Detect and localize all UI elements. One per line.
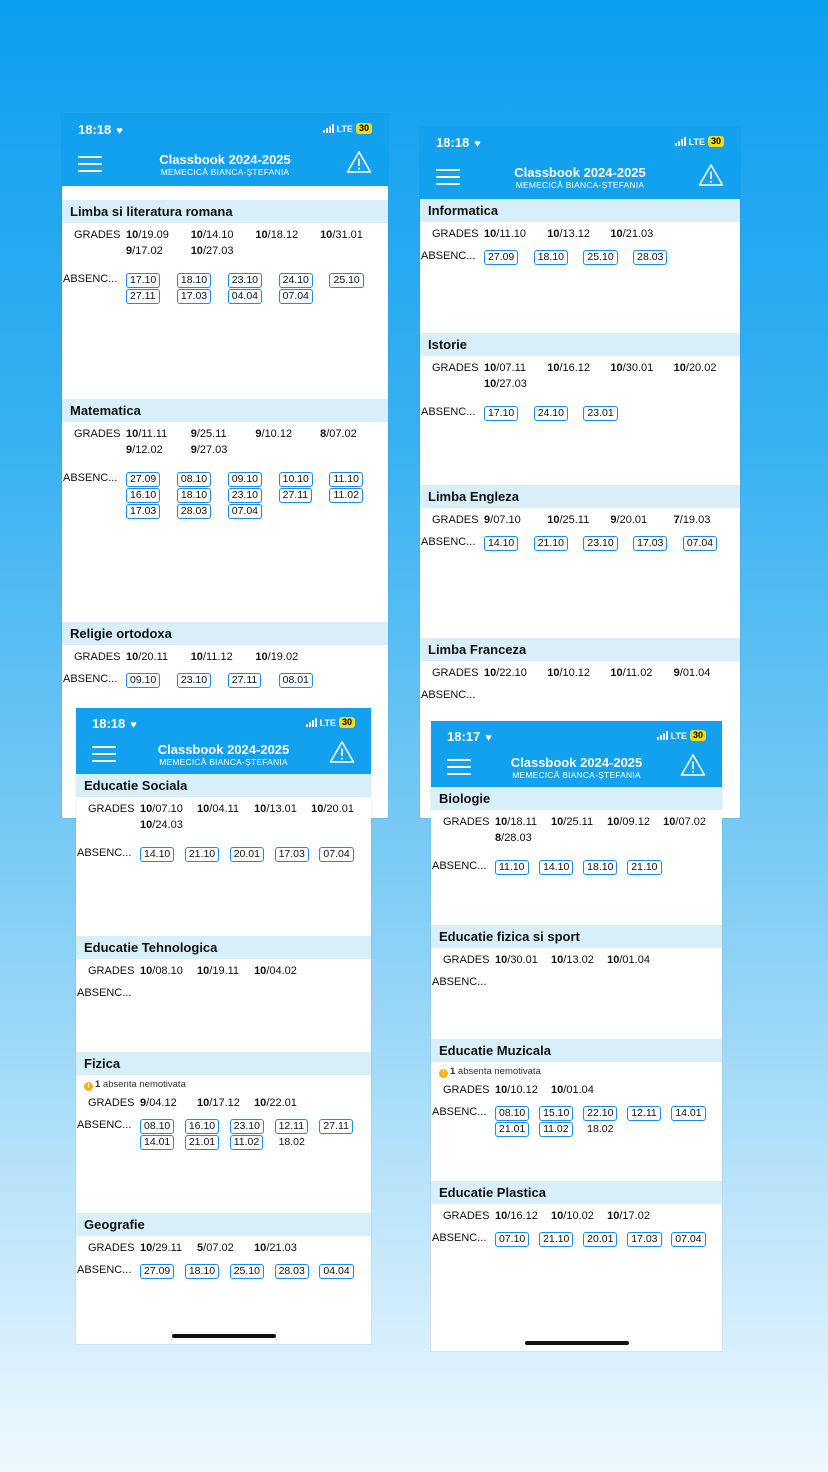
absence-chip[interactable]: 12.11 [627,1106,661,1121]
app-header [431,721,722,787]
absence-chip[interactable]: 10.10 [279,472,313,487]
subject-name: Educatie Tehnologica [76,936,371,959]
grades-label: GRADES [443,1084,490,1096]
grade-entry[interactable]: 10/16.12 [495,1210,538,1222]
app-screenshot [420,127,740,818]
absence-chip[interactable]: 23.10 [583,536,617,551]
subject-name: Religie ortodoxa [62,622,388,645]
grade-entry[interactable]: 10/25.11 [547,514,590,526]
subject-name: Biologie [431,787,722,810]
student-name: MEMECICĂ BIANCA-ȘTEFANIA [159,757,288,767]
grades-label: GRADES [443,954,490,966]
absence-chip[interactable]: 18.10 [177,488,211,503]
absence-chip[interactable]: 09.10 [126,673,160,688]
heart-icon: ♥ [113,125,123,137]
grade-entry[interactable]: 10/30.01 [495,954,538,966]
absence-chip[interactable]: 15.10 [539,1106,573,1121]
absences-label: ABSENC... [63,673,118,685]
grade-entry[interactable]: 10/17.02 [607,1210,650,1222]
status-time: 18:18 ♥ [92,716,137,731]
grade-entry[interactable]: 10/19.11 [197,965,240,977]
absence-chip[interactable]: 27.11 [279,488,313,503]
battery-icon: 30 [339,717,355,728]
subject-card[interactable] [76,936,371,999]
absence-chip[interactable]: 14.01 [140,1135,174,1150]
absence-chip[interactable]: 25.10 [329,273,363,288]
status-indicators [657,730,706,741]
absence-chip[interactable]: 23.10 [228,488,262,503]
absence-chip[interactable]: 17.03 [627,1232,661,1247]
grade-entry[interactable]: 10/20.01 [311,803,354,815]
grades-label: GRADES [432,667,479,679]
grade-entry[interactable]: 10/18.12 [255,229,299,241]
absence-chip[interactable]: 28.03 [633,250,667,265]
grade-entry[interactable]: 10/17.12 [197,1097,240,1109]
app-header [420,127,740,199]
subject-name: Educatie fizica si sport [431,925,722,948]
subject-card[interactable] [62,399,388,517]
subject-name: Educatie Sociala [76,774,371,797]
unexcused-note: ! 1 absenta nemotivata [84,1079,186,1091]
warning-icon[interactable] [698,163,724,192]
absence-chip[interactable]: 24.10 [279,273,313,288]
grade-entry[interactable]: 9/25.11 [190,428,227,440]
subject-card[interactable] [431,1039,722,1135]
absence-chip[interactable]: 27.09 [484,250,518,265]
absence-chip[interactable]: 07.04 [228,504,262,519]
grades-label: GRADES [432,514,479,526]
grades-label: GRADES [88,803,135,815]
grade-entry[interactable]: 10/10.02 [551,1210,594,1222]
battery-icon: 30 [356,123,372,134]
status-indicators [675,136,724,147]
unexcused-note: ! 1 absenta nemotivata [439,1066,541,1078]
grade-entry[interactable]: 10/25.11 [551,816,594,828]
grade-entry[interactable]: 10/09.12 [607,816,650,828]
grade-entry[interactable]: 10/11.02 [610,667,653,679]
header-title-block [62,152,388,177]
heart-icon: ♥ [127,719,137,731]
header-title-block [76,742,371,767]
absence-chip[interactable]: 04.04 [319,1264,353,1279]
absences-label: ABSENC... [63,472,118,484]
status-time: 18:17 ♥ [447,729,492,744]
status-indicators [323,123,372,134]
grade-entry[interactable]: 10/22.01 [254,1097,297,1109]
absence-chip[interactable]: 14.10 [140,847,174,862]
grade-entry[interactable]: 10/10.12 [495,1084,538,1096]
grade-entry[interactable]: 7/19.03 [673,514,711,526]
subject-card[interactable] [76,1052,371,1148]
absence-chip[interactable]: 07.04 [319,847,353,862]
grade-entry[interactable]: 10/01.04 [551,1084,594,1096]
app-screenshot [76,708,371,1344]
student-name: MEMECICĂ BIANCA-ȘTEFANIA [512,770,641,780]
absence-chip[interactable]: 07.10 [495,1232,529,1247]
signal-icon [675,137,686,146]
grade-entry[interactable]: 10/07.10 [140,803,183,815]
student-name: MEMECICĂ BIANCA-ȘTEFANIA [515,180,645,190]
grade-entry[interactable]: 10/14.10 [190,229,234,241]
absences-label: ABSENC... [77,1264,132,1276]
subject-card[interactable] [420,333,740,419]
absence-chip[interactable]: 11.02 [539,1122,573,1137]
absence-chip[interactable]: 09.10 [228,472,262,487]
grades-label: GRADES [74,229,121,241]
grade-entry[interactable]: 10/29.11 [140,1242,183,1254]
grades-label: GRADES [443,816,490,828]
absence-chip[interactable]: 28.03 [177,504,211,519]
absence-chip[interactable]: 23.01 [583,406,617,421]
absence-chip[interactable]: 07.04 [279,289,313,304]
absences-label: ABSENC... [421,406,476,418]
absence-chip[interactable]: 18.10 [177,273,211,288]
absences-label: ABSENC... [432,1106,487,1118]
absence-chip[interactable]: 27.11 [126,289,160,304]
absences-label: ABSENC... [77,847,132,859]
absence-chip[interactable]: 21.01 [495,1122,529,1137]
warning-icon[interactable] [329,740,355,769]
absences-label: ABSENC... [421,536,476,548]
grades-label: GRADES [88,1242,135,1254]
absence-chip[interactable]: 11.02 [230,1135,264,1150]
absence-chip[interactable]: 22.10 [583,1106,617,1121]
app-title: Classbook 2024-2025 [510,755,643,770]
subject-card[interactable] [431,1181,722,1245]
app-title: Classbook 2024-2025 [514,165,646,180]
grade-entry[interactable]: 10/13.01 [254,803,297,815]
subject-card[interactable] [420,199,740,263]
grade-entry[interactable]: 8/07.02 [320,428,357,440]
absence-chip[interactable]: 17.03 [126,504,160,519]
subject-card[interactable] [62,200,388,302]
grade-entry[interactable]: 10/10.12 [547,667,591,679]
grade-entry[interactable]: 9/20.01 [610,514,648,526]
network-type: LTE [670,730,687,741]
grade-entry[interactable]: 10/11.12 [190,651,233,663]
grade-entry[interactable]: 10/16.12 [547,362,591,374]
unexcused-absence[interactable]: 18.02 [278,1136,305,1148]
absence-chip[interactable]: 21.10 [185,847,219,862]
app-header [62,114,388,186]
absence-chip[interactable]: 12.11 [275,1119,309,1134]
signal-icon [657,731,668,740]
absences-label: ABSENC... [77,987,132,999]
network-type: LTE [319,717,336,728]
status-time: 18:18 ♥ [436,135,481,150]
absence-chip[interactable]: 27.09 [140,1264,174,1279]
grade-entry[interactable]: 9/12.02 [126,444,163,456]
absence-chip[interactable]: 27.09 [126,472,160,487]
absence-chip[interactable]: 18.10 [185,1264,219,1279]
subject-card[interactable] [431,925,722,988]
grade-entry[interactable]: 10/13.12 [547,228,591,240]
grade-entry[interactable]: 10/20.11 [126,651,169,663]
grade-entry[interactable]: 10/31.01 [320,229,363,241]
absence-chip[interactable]: 11.10 [495,860,529,875]
grade-entry[interactable]: 9/10.12 [255,428,293,440]
grades-label: GRADES [74,428,121,440]
subject-name: Fizica [76,1052,371,1075]
subject-name: Limba Engleza [420,485,740,508]
absence-chip[interactable]: 17.10 [126,273,160,288]
signal-icon [323,124,334,133]
header-title-block [420,165,740,190]
app-screenshot [431,721,722,1351]
subject-name: Informatica [420,199,740,222]
grade-entry[interactable]: 10/04.02 [254,965,297,977]
absences-label: ABSENC... [63,273,118,285]
absence-chip[interactable]: 20.01 [230,847,264,862]
grade-entry[interactable]: 10/13.02 [551,954,594,966]
grade-entry[interactable]: 10/07.11 [484,362,527,374]
grade-entry[interactable]: 10/18.11 [495,816,538,828]
absence-chip[interactable]: 14.01 [671,1106,705,1121]
absence-chip[interactable]: 21.10 [539,1232,573,1247]
info-icon: ! [84,1082,93,1091]
grades-label: GRADES [88,1097,135,1109]
absence-chip[interactable]: 17.10 [484,406,518,421]
grade-entry[interactable]: 10/07.02 [663,816,706,828]
absences-label: ABSENC... [421,250,476,262]
absence-chip[interactable]: 17.03 [177,289,211,304]
absence-chip[interactable]: 20.01 [583,1232,617,1247]
absence-chip[interactable]: 04.04 [228,289,262,304]
subject-card[interactable] [431,787,722,873]
absence-chip[interactable]: 24.10 [534,406,568,421]
absence-chip[interactable]: 28.03 [275,1264,309,1279]
grade-entry[interactable]: 9/01.04 [673,667,711,679]
subject-card[interactable] [76,1213,371,1277]
grade-entry[interactable]: 10/27.03 [190,245,234,257]
absences-label: ABSENC... [432,860,487,872]
absence-chip[interactable]: 08.10 [495,1106,529,1121]
subject-list [76,774,371,1344]
grade-entry[interactable]: 9/17.02 [126,245,163,257]
network-type: LTE [336,123,353,134]
home-indicator [172,1334,276,1338]
absence-chip[interactable]: 23.10 [230,1119,264,1134]
absence-chip[interactable]: 14.10 [484,536,518,551]
student-name: MEMECICĂ BIANCA-ȘTEFANIA [160,167,290,177]
grade-entry[interactable]: 5/07.02 [197,1242,234,1254]
subject-card[interactable] [420,638,740,701]
subject-name: Matematica [62,399,388,422]
grades-label: GRADES [432,362,479,374]
subject-card[interactable] [420,485,740,549]
subject-card[interactable] [76,774,371,860]
grade-entry[interactable]: 10/19.09 [126,229,169,241]
home-indicator [525,1341,629,1345]
grades-label: GRADES [443,1210,490,1222]
battery-icon: 30 [708,136,724,147]
heart-icon: ♥ [471,138,481,150]
grades-label: GRADES [74,651,121,663]
status-indicators [306,717,355,728]
app-title: Classbook 2024-2025 [157,742,290,757]
absence-chip[interactable]: 25.10 [583,250,617,265]
status-time: 18:18 ♥ [78,122,123,137]
grade-entry[interactable]: 10/11.10 [484,228,527,240]
subject-name: Limba si literatura romana [62,200,388,223]
heart-icon: ♥ [482,732,492,744]
grade-entry[interactable]: 10/01.04 [607,954,650,966]
absence-chip[interactable]: 27.11 [319,1119,353,1134]
subject-name: Educatie Plastica [431,1181,722,1204]
grade-entry[interactable]: 9/07.10 [484,514,521,526]
grade-entry[interactable]: 10/19.02 [255,651,299,663]
absences-label: ABSENC... [432,976,487,988]
absence-chip[interactable]: 11.10 [329,472,363,487]
absence-chip[interactable]: 27.11 [228,673,262,688]
warning-icon[interactable] [680,753,706,782]
absence-chip[interactable]: 21.01 [185,1135,219,1150]
grade-entry[interactable]: 10/21.03 [254,1242,297,1254]
app-header [76,708,371,774]
absence-chip[interactable]: 21.10 [534,536,568,551]
absences-label: ABSENC... [432,1232,487,1244]
header-title-block [431,755,722,780]
absence-chip[interactable]: 17.03 [275,847,309,862]
grade-entry[interactable]: 10/04.11 [197,803,240,815]
warning-icon[interactable] [346,150,372,179]
subject-name: Istorie [420,333,740,356]
absence-chip[interactable]: 21.10 [627,860,661,875]
app-title: Classbook 2024-2025 [159,152,291,167]
absence-chip[interactable]: 08.10 [177,472,211,487]
grade-entry[interactable]: 9/27.03 [190,444,228,456]
grade-entry[interactable]: 10/20.02 [673,362,717,374]
grades-label: GRADES [432,228,479,240]
absence-chip[interactable]: 16.10 [126,488,160,503]
subject-name: Geografie [76,1213,371,1236]
grade-entry[interactable]: 10/24.03 [140,819,183,831]
signal-icon [306,718,317,727]
absences-label: ABSENC... [421,689,476,701]
network-type: LTE [688,136,705,147]
grade-entry[interactable]: 10/21.03 [610,228,654,240]
info-icon: ! [439,1069,448,1078]
absence-chip[interactable]: 25.10 [230,1264,264,1279]
grade-entry[interactable]: 9/04.12 [140,1097,177,1109]
battery-icon: 30 [690,730,706,741]
grades-label: GRADES [88,965,135,977]
subject-name: Educatie Muzicala [431,1039,722,1062]
subject-list [431,787,722,1351]
absence-chip[interactable]: 07.04 [671,1232,705,1247]
grade-entry[interactable]: 10/27.03 [484,378,527,390]
absence-chip[interactable]: 18.10 [534,250,568,265]
grade-entry[interactable]: 8/28.03 [495,832,532,844]
absence-chip[interactable]: 17.03 [633,536,667,551]
absence-chip[interactable]: 07.04 [683,536,717,551]
absence-chip[interactable]: 08.01 [279,673,313,688]
absence-chip[interactable]: 16.10 [185,1119,219,1134]
absence-chip[interactable]: 14.10 [539,860,573,875]
grade-entry[interactable]: 10/22.10 [484,667,527,679]
unexcused-absence[interactable]: 18.02 [587,1123,614,1135]
absence-chip[interactable]: 23.10 [228,273,262,288]
absence-chip[interactable]: 18.10 [583,860,617,875]
grade-entry[interactable]: 10/11.11 [126,428,168,440]
absence-chip[interactable]: 11.02 [329,488,363,503]
subject-name: Limba Franceza [420,638,740,661]
grade-entry[interactable]: 10/30.01 [610,362,654,374]
absence-chip[interactable]: 08.10 [140,1119,174,1134]
subject-card[interactable] [62,622,388,686]
absence-chip[interactable]: 23.10 [177,673,211,688]
grade-entry[interactable]: 10/08.10 [140,965,183,977]
absences-label: ABSENC... [77,1119,132,1131]
